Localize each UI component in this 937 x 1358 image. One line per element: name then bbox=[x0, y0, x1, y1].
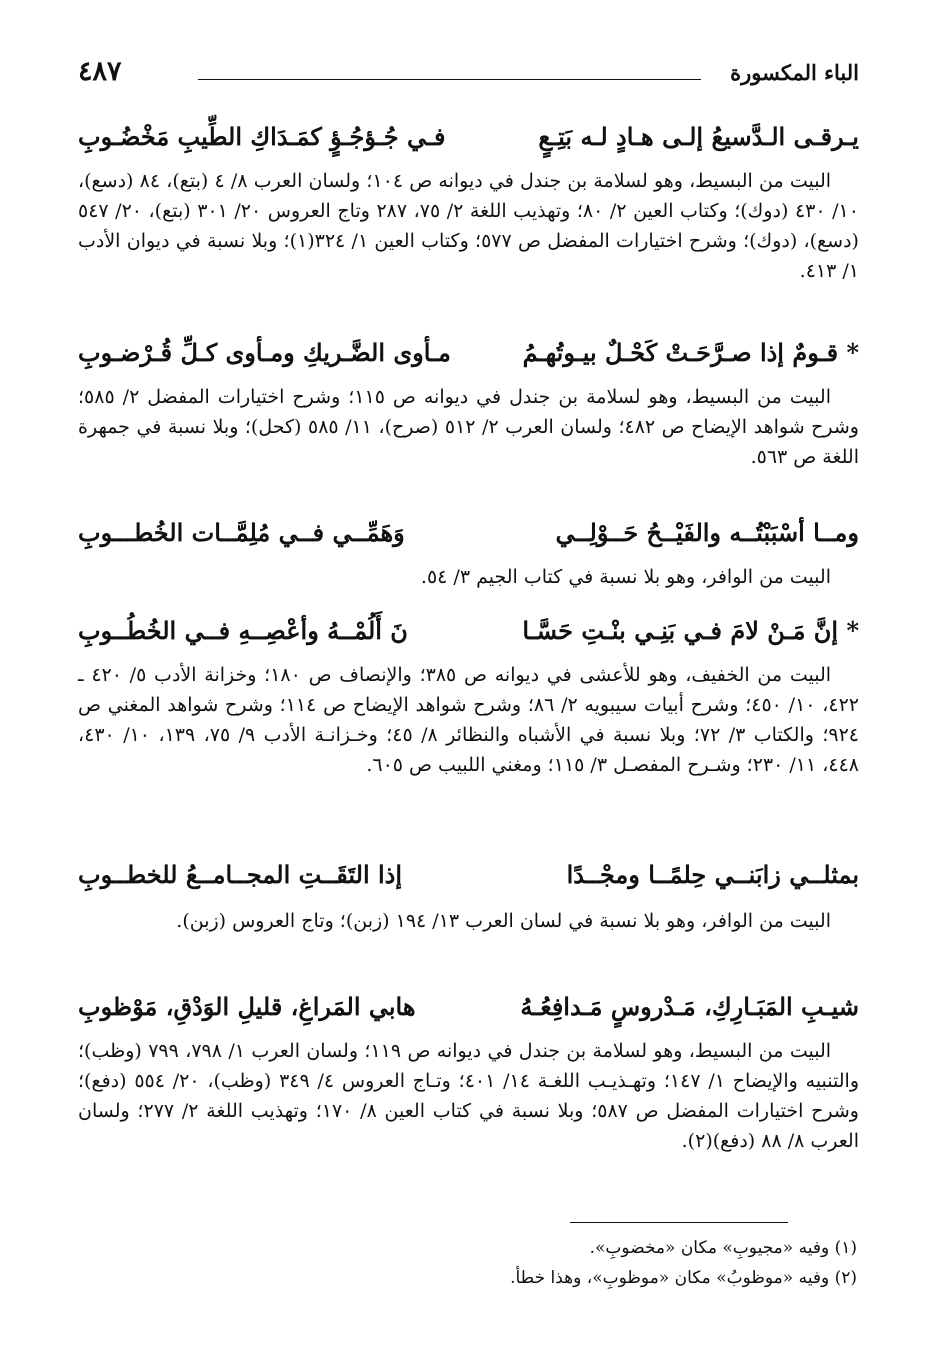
verse-line bbox=[78, 860, 859, 904]
header-rule bbox=[198, 79, 701, 80]
second-hemistich: وَهَمِّــي فــي مُلِمَّــات الخُطـــوبِ bbox=[78, 518, 405, 547]
running-header bbox=[78, 56, 859, 92]
second-hemistich: نَ أَلُمْــهُ وأعْصِــهِ فــي الخُطُــوبِ bbox=[78, 616, 408, 645]
commentary-paragraph: البيت من البسيط، وهو لسلامة بن جندل في ديوانه ص ١١٥؛ وشرح اختيارات المفضل ٢/ ٥٨٥؛ وشرح شواهد الإيضاح ص ٤٨٢؛ ولسان العرب ٢/ ٥١٢ (صرح)، ١١/ ٥٨٥ (كحل)؛ وبلا نسبة في جمهرة اللغة ص ٥٦٣. bbox=[78, 386, 859, 468]
verse-line bbox=[78, 122, 859, 166]
commentary-paragraph: البيت من الخفيف، وهو للأعشى في ديوانه ص ٣٨٥؛ والإنصاف ص ١٨٠؛ وخزانة الأدب ٥/ ٤٢٠ ـ ٤٢٢، ١٠/ ٤٥٠؛ وشرح أبيات سيبويه ٢/ ٨٦؛ وشرح شواهد الإيضاح ص ١١٤؛ وشرح شواهد المغني ص ٩٢٤؛ والكتاب ٣/ ٧٢؛ وبلا نسبة في الأشباه والنظائر ٨/ ٤٥؛ وخـزانـة الأدب ٩/ ٧٥، ١٣٩، ١٠/ ٤٣٠، ٤٤٨، ١١/ ٢٣٠؛ وشـرح المفصـل ٣/ ١١٥؛ ومغني اللبيب ص ٦٠٥. bbox=[78, 664, 859, 776]
commentary-paragraph: البيت من البسيط، وهو لسلامة بن جندل في ديوانه ص ١١٩؛ ولسان العرب ١/ ٧٩٨، ٧٩٩ (وظب)؛ والتنبيه والإيضاح ١/ ١٤٧؛ وتهـذيـب اللغـة ١٤/ ٤٠١؛ وتـاج العروس ٤/ ٣٤٩ (وظب)، ٢٠/ ٥٥٤ (دفع)؛ وشرح اختيارات المفضل ص ٥٨٧؛ وبلا نسبة في كتاب العين ٨/ ١٧٠؛ وتهذيب اللغة ٢/ ٢٧٧؛ ولسان العرب ٨/ ٨٨ (دفع)(٢). bbox=[78, 1040, 860, 1152]
first-hemistich: بمثلــي زابَنــي حِلمًــا ومجْــدًا bbox=[566, 860, 859, 889]
footnote-separator bbox=[570, 1222, 788, 1223]
verse-line bbox=[78, 616, 859, 660]
verse-line bbox=[78, 338, 859, 382]
commentary-paragraph: البيت من الوافر، وهو بلا نسبة في لسان العرب ١٣/ ١٩٤ (زبن)؛ وتاج العروس (زبن). bbox=[176, 910, 831, 932]
footnote-2: (٢) وفيه «موظوبُ» مكان «موظوبِ»، وهذا خطأ. bbox=[510, 1268, 857, 1288]
first-hemistich: شيـبِ المَبَـارِكِ، مَـدْروسٍ مَـدافِعُـهُ bbox=[520, 992, 859, 1021]
commentary-paragraph: البيت من الوافر، وهو بلا نسبة في كتاب الجيم ٣/ ٥٤. bbox=[420, 566, 831, 588]
first-hemistich: يـرقـى الـدَّسيعُ إلـى هـادٍ لـه بَتِـعٍ bbox=[538, 122, 859, 151]
first-hemistich: * إنَّ مَـنْ لامَ فـي بَنِـي بنْـتِ حَسَّـا bbox=[522, 616, 859, 645]
first-hemistich: * قـومٌ إذا صـرَّحَـتْ كَحْـلٌ بيـوتُهـمُ bbox=[522, 338, 859, 367]
second-hemistich: هابي المَراغِ، قليلِ الوَدْقِ، مَوْظوبِ bbox=[78, 992, 416, 1021]
first-hemistich: ومــا أسْبَبْتُــه والفَيْــحُ حَــوْلِــي bbox=[555, 518, 859, 547]
second-hemistich: فـي جُـؤجُـؤٍ كمَـدَاكِ الطِّيبِ مَخْضُـوبِ bbox=[78, 122, 446, 151]
verse-line bbox=[78, 992, 859, 1036]
second-hemistich: مـأوى الضَّـريكِ ومـأوى كـلِّ قُـرْضـوبِ bbox=[78, 338, 451, 367]
chapter-title: الباء المكسورة bbox=[730, 60, 859, 85]
page-number: ٤٨٧ bbox=[78, 56, 122, 87]
commentary-paragraph: البيت من البسيط، وهو لسلامة بن جندل في ديوانه ص ١٠٤؛ ولسان العرب ٨/ ٤ (بتع)، ٨٤ (دسع)، ١٠/ ٤٣٠ (دوك)؛ وكتاب العين ٢/ ٨٠؛ وتهذيب اللغة ٢/ ٧٥، ٢٨٧ وتاج العروس ٢٠/ ٣٠١ (بتع)، ٢٠/ ٥٤٧ (دسع)، (دوك)؛ وشرح اختيارات المفضل ص ٥٧٧؛ وكتاب العين ١/ ٣٢٤(١)؛ وبلا نسبة في ديوان الأدب ١/ ٤١٣. bbox=[78, 170, 859, 282]
verse-line bbox=[78, 518, 859, 562]
footnote-1: (١) وفيه «مجيوبِ» مكان «مخضوبِ». bbox=[589, 1238, 857, 1258]
second-hemistich: إذا التَقَــتِ المجــامــعُ للخطــوبِ bbox=[78, 860, 402, 889]
